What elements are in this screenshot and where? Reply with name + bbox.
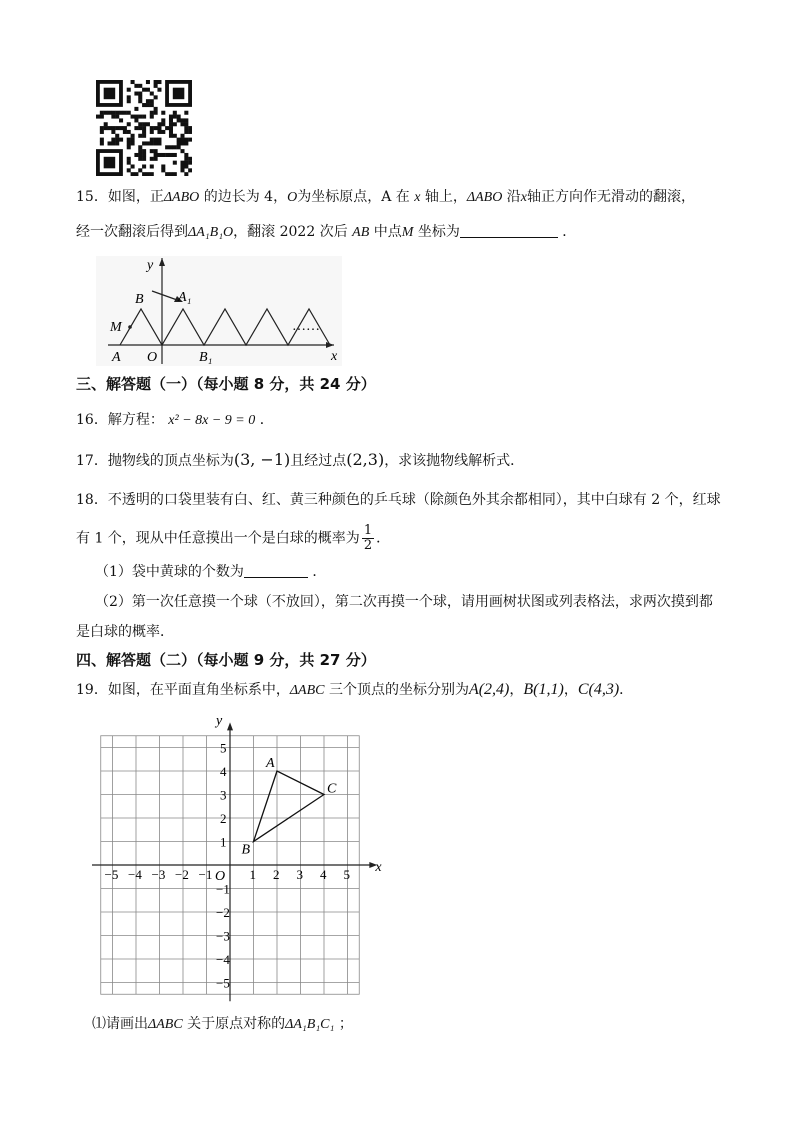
qr-module <box>180 161 184 165</box>
q17-text: 且经过点 <box>290 453 347 469</box>
q15-text: 为坐标原点，A 在 <box>297 189 410 205</box>
qr-module <box>150 130 154 134</box>
qr-module <box>134 153 138 157</box>
qr-module <box>138 115 142 119</box>
point-m <box>128 325 132 329</box>
qr-module <box>104 111 108 115</box>
qr-module <box>150 111 154 115</box>
qr-module <box>134 172 138 176</box>
qr-module <box>142 141 146 145</box>
qr-finder-core <box>173 88 185 100</box>
x-tick-label: 2 <box>273 867 280 882</box>
q19-point-a: A(2,4) <box>468 681 510 698</box>
qr-module <box>161 153 165 157</box>
qr-module <box>177 118 181 122</box>
q15-origin-label: O <box>287 190 298 205</box>
x-tick-label: −4 <box>128 867 142 882</box>
qr-module <box>157 130 161 134</box>
qr-module <box>154 107 158 111</box>
qr-module <box>173 153 177 157</box>
qr-module <box>146 88 150 92</box>
qr-module <box>184 130 188 134</box>
qr-module <box>169 115 173 119</box>
qr-module <box>127 138 131 142</box>
qr-module <box>161 118 165 122</box>
q18-sub2-line2: 是白球的概率． <box>76 624 174 640</box>
q18-text: ． <box>312 564 327 580</box>
x-tick-label: 4 <box>320 867 327 882</box>
q18-text: 有 1 个，现从中任意摸出一个是白球的概率为 <box>76 530 360 547</box>
fig15-a-label: A <box>112 350 121 365</box>
qr-module <box>123 126 127 130</box>
qr-module <box>111 138 115 142</box>
qr-module <box>184 157 188 161</box>
qr-module <box>154 157 158 161</box>
fig15-b-label: B <box>135 292 144 307</box>
qr-module <box>161 122 165 126</box>
qr-module <box>169 130 173 134</box>
q19-sub1-triangle: ΔABC <box>148 1017 183 1032</box>
fig15-b1-label: B₁ <box>199 350 213 365</box>
q15-triangle-abo-2: ΔABO <box>466 190 503 205</box>
qr-module <box>138 84 142 88</box>
q15-x-label: x <box>414 190 421 205</box>
origin-label: O <box>215 869 226 884</box>
qr-module <box>180 134 184 138</box>
qr-module <box>96 115 100 119</box>
qr-module <box>119 126 123 130</box>
q19-sub1-text: 关于原点对称的 <box>187 1016 286 1032</box>
q19-triangle: ΔABC <box>289 683 325 698</box>
qr-module <box>142 172 146 176</box>
qr-module <box>138 149 142 153</box>
q19-sub1-text: ⑴请画出 <box>92 1016 148 1032</box>
qr-module <box>104 122 108 126</box>
qr-module <box>150 115 154 119</box>
q15-text: ，翻滚 2022 次后 <box>233 224 348 240</box>
qr-module <box>184 111 188 115</box>
qr-module <box>146 99 150 103</box>
x-tick-label: 1 <box>249 867 256 882</box>
y-tick-label: −5 <box>216 975 230 991</box>
qr-module <box>146 103 150 107</box>
qr-module <box>127 122 131 126</box>
qr-module <box>138 126 142 130</box>
qr-module <box>154 111 158 115</box>
qr-module <box>173 161 177 165</box>
qr-module <box>150 149 154 153</box>
qr-module <box>142 134 146 138</box>
qr-module <box>115 111 119 115</box>
qr-module <box>150 126 154 130</box>
qr-module <box>146 122 150 126</box>
q15-ab-label: AB <box>352 225 370 240</box>
qr-module <box>188 138 192 142</box>
qr-module <box>184 141 188 145</box>
qr-module <box>108 141 112 145</box>
fig15-m-label: M <box>110 320 122 335</box>
q15-text: ． <box>562 224 577 240</box>
qr-module <box>127 145 131 149</box>
qr-module <box>138 157 142 161</box>
fig15-x-label: x <box>331 349 338 364</box>
qr-module <box>169 122 173 126</box>
qr-module <box>134 126 138 130</box>
q17 <box>76 450 524 471</box>
qr-module <box>138 134 142 138</box>
qr-module <box>142 164 146 168</box>
qr-module <box>169 172 173 176</box>
section4-heading: 四、解答题（二）（每小题 9 分，共 27 分） <box>76 651 376 669</box>
qr-module <box>150 99 154 103</box>
qr-module <box>154 138 158 142</box>
qr-module <box>169 126 173 130</box>
qr-module <box>142 103 146 107</box>
qr-module <box>184 164 188 168</box>
y-tick-label: −1 <box>216 881 230 897</box>
qr-module <box>173 115 177 119</box>
qr-module <box>142 88 146 92</box>
q18-sub2-line1: （2）第一次任意摸一个球（不放回），第二次再摸一个球，请用画树状图或列表格法，求两次摸到都 <box>95 594 713 610</box>
qr-module <box>111 130 115 134</box>
q19-sub1-text: ； <box>338 1016 353 1032</box>
qr-module <box>123 130 127 134</box>
q15-text: 的边长为 4， <box>203 189 288 205</box>
qr-finder-core <box>104 88 116 100</box>
qr-module <box>119 138 123 142</box>
qr-module <box>150 164 154 168</box>
qr-module <box>157 88 161 92</box>
qr-module <box>131 172 135 176</box>
qr-module <box>123 111 127 115</box>
q17-text: 17．抛物线的顶点坐标为 <box>76 453 234 469</box>
y-tick-label: −4 <box>216 952 230 967</box>
qr-module <box>111 111 115 115</box>
q19-text: ． <box>619 682 634 698</box>
q15-text: 中点 <box>373 224 402 240</box>
qr-module <box>127 161 131 165</box>
q19-sep: ， <box>563 682 578 698</box>
x-tick-label: 3 <box>296 867 303 882</box>
q17-point: (2,3) <box>346 450 385 469</box>
qr-module <box>138 145 142 149</box>
qr-module <box>131 134 135 138</box>
qr-module <box>165 126 169 130</box>
qr-module <box>138 122 142 126</box>
qr-code <box>96 80 192 176</box>
qr-module <box>142 157 146 161</box>
qr-module <box>127 111 131 115</box>
fig15-a1-label: A₁ <box>178 290 192 305</box>
q18-answer-blank[interactable] <box>244 563 308 578</box>
x-axis-label: x <box>375 860 382 875</box>
qr-module <box>154 149 158 153</box>
qr-module <box>146 80 150 84</box>
q15-line2 <box>76 222 576 243</box>
qr-module <box>177 145 181 149</box>
qr-module <box>161 130 165 134</box>
qr-module <box>188 130 192 134</box>
qr-module <box>104 126 108 130</box>
qr-module <box>131 115 135 119</box>
qr-module <box>180 149 184 153</box>
qr-module <box>188 168 192 172</box>
q15-number: 15． <box>76 189 108 205</box>
qr-module <box>173 145 177 149</box>
qr-module <box>115 141 119 145</box>
q19-text: 三个顶点的坐标分别为 <box>328 682 469 698</box>
qr-module <box>184 161 188 165</box>
x-tick-label: −5 <box>104 867 119 882</box>
qr-module <box>154 153 158 157</box>
q15-triangle-a1b1o: ΔA₁B₁O <box>188 225 234 240</box>
vertex-c-label: C <box>327 781 337 797</box>
vertex-a-label: A <box>266 756 275 771</box>
qr-module <box>134 115 138 119</box>
qr-module <box>131 141 135 145</box>
qr-module <box>138 99 142 103</box>
q19 <box>76 680 633 701</box>
qr-module <box>142 115 146 119</box>
qr-module <box>169 134 173 138</box>
qr-module <box>180 122 184 126</box>
q18-fraction <box>362 524 374 553</box>
qr-module <box>184 138 188 142</box>
qr-module <box>138 92 142 96</box>
qr-module <box>180 168 184 172</box>
q19-point-c: C(4,3) <box>577 681 620 698</box>
qr-module <box>177 115 181 119</box>
q15-x-label-2: x <box>520 190 527 205</box>
qr-module <box>180 141 184 145</box>
qr-module <box>150 141 154 145</box>
qr-module <box>115 138 119 142</box>
qr-module <box>138 153 142 157</box>
qr-module <box>131 80 135 84</box>
q15-figure <box>94 252 344 368</box>
q18-sub1-text: （1）袋中黄球的个数为 <box>95 564 244 580</box>
y-axis-label: y <box>216 714 223 729</box>
qr-module <box>173 134 177 138</box>
qr-module <box>169 145 173 149</box>
qr-module <box>100 111 104 115</box>
qr-module <box>184 172 188 176</box>
qr-module <box>119 118 123 122</box>
qr-module <box>165 153 169 157</box>
qr-module <box>157 141 161 145</box>
fraction-numerator: 1 <box>363 523 373 538</box>
section3-heading: 三、解答题（一）（每小题 8 分，共 24 分） <box>76 375 376 393</box>
q15-triangle-abo: ΔABO <box>163 190 200 205</box>
q15-line1 <box>76 187 695 208</box>
qr-module <box>100 141 104 145</box>
qr-module <box>111 141 115 145</box>
q18-sub1 <box>95 562 326 582</box>
qr-module <box>146 141 150 145</box>
q18-line1: 18．不透明的口袋里装有白、红、黄三种颜色的乒乓球（除颜色外其余都相同），其中白球有 2 个，红球 <box>76 492 721 508</box>
q15-text: 经一次翻滚后得到 <box>76 224 188 240</box>
qr-module <box>134 118 138 122</box>
q19-text: 19．如图，在平面直角坐标系中， <box>76 682 290 698</box>
qr-module <box>150 172 154 176</box>
qr-module <box>100 138 104 142</box>
q19-sub1 <box>92 1014 353 1035</box>
qr-module <box>154 141 158 145</box>
qr-module <box>142 153 146 157</box>
qr-module <box>177 141 181 145</box>
qr-module <box>127 95 131 99</box>
q15-text: 如图，正 <box>107 189 164 205</box>
qr-module <box>161 164 165 168</box>
qr-module <box>100 126 104 130</box>
qr-module <box>108 111 112 115</box>
q18-text: ． <box>376 530 391 547</box>
qr-module <box>146 172 150 176</box>
qr-module <box>142 126 146 130</box>
qr-module <box>173 122 177 126</box>
qr-module <box>161 168 165 172</box>
qr-module <box>184 153 188 157</box>
qr-module <box>127 99 131 103</box>
qr-module <box>127 130 131 134</box>
q15-text: 轴正方向作无滑动的翻滚， <box>527 189 695 205</box>
qr-finder-core <box>104 157 116 169</box>
qr-module <box>150 157 154 161</box>
fig15-ellipsis: …… <box>292 319 320 334</box>
qr-module <box>150 138 154 142</box>
qr-module <box>157 153 161 157</box>
qr-module <box>131 164 135 168</box>
fig15-y-label: y <box>147 258 154 273</box>
qr-module <box>165 172 169 176</box>
qr-module <box>119 111 123 115</box>
y-axis-arrow <box>227 722 233 730</box>
y-tick-label: 1 <box>220 834 227 850</box>
qr-module <box>184 118 188 122</box>
qr-module <box>150 92 154 96</box>
qr-module <box>154 84 158 88</box>
q18-line2 <box>76 524 390 553</box>
qr-module <box>131 138 135 142</box>
qr-module <box>157 138 161 142</box>
qr-module <box>180 164 184 168</box>
qr-module <box>134 84 138 88</box>
y-tick-label: 3 <box>220 787 227 803</box>
q15-answer-blank[interactable] <box>460 223 558 238</box>
qr-module <box>188 161 192 165</box>
fraction-denominator: 2 <box>363 538 373 553</box>
qr-module <box>127 88 131 92</box>
qr-module <box>188 126 192 130</box>
q17-vertex: (3, −1) <box>233 450 291 469</box>
qr-module <box>154 95 158 99</box>
qr-module <box>173 111 177 115</box>
y-tick-label: −2 <box>216 905 230 920</box>
qr-module <box>115 115 119 119</box>
qr-module <box>157 126 161 130</box>
qr-module <box>154 126 158 130</box>
qr-module <box>150 103 154 107</box>
qr-module <box>127 168 131 172</box>
q16 <box>76 410 274 431</box>
qr-module <box>115 134 119 138</box>
qr-module <box>142 149 146 153</box>
fig15-o-label: O <box>147 350 158 365</box>
qr-module <box>184 126 188 130</box>
triangle-abc <box>254 771 325 842</box>
qr-module <box>165 145 169 149</box>
qr-module <box>142 130 146 134</box>
q16-text: ． <box>259 412 274 428</box>
q15-m-label: M <box>401 225 414 240</box>
q15-text: 坐标为 <box>417 224 460 240</box>
q17-text: ，求该抛物线解析式． <box>384 453 525 469</box>
qr-module <box>127 157 131 161</box>
qr-module <box>154 80 158 84</box>
qr-module <box>142 122 146 126</box>
qr-module <box>188 157 192 161</box>
qr-module <box>169 153 173 157</box>
q15-text: 轴上， <box>424 189 467 205</box>
y-tick-label: 2 <box>220 811 227 826</box>
q16-text: 16．解方程： <box>76 412 164 428</box>
qr-module <box>111 115 115 119</box>
qr-module <box>184 122 188 126</box>
qr-module <box>157 122 161 126</box>
qr-module <box>161 111 165 115</box>
y-tick-label: 5 <box>220 740 227 756</box>
y-tick-label: 4 <box>220 764 227 779</box>
x-tick-label: −2 <box>175 867 189 882</box>
qr-module <box>127 141 131 145</box>
q19-coordinate-grid <box>92 714 382 1019</box>
qr-module <box>169 118 173 122</box>
qr-module <box>134 92 138 96</box>
q19-sep: ， <box>509 682 524 698</box>
qr-module <box>108 126 112 130</box>
qr-module <box>173 172 177 176</box>
figure-background <box>96 256 342 366</box>
x-tick-label: −3 <box>151 867 166 882</box>
qr-module <box>138 168 142 172</box>
x-tick-label: 5 <box>343 867 350 882</box>
qr-module <box>100 115 104 119</box>
qr-module <box>180 138 184 142</box>
qr-module <box>115 126 119 130</box>
q19-point-b: B(1,1) <box>523 681 564 698</box>
y-tick-label: −3 <box>216 928 230 944</box>
q19-sub1-triangle-image: ΔA₁B₁C₁ <box>285 1017 335 1032</box>
qr-module <box>134 107 138 111</box>
qr-module <box>180 118 184 122</box>
q16-equation: x² − 8x − 9 = 0 <box>168 413 256 428</box>
qr-module <box>138 95 142 99</box>
qr-module <box>157 80 161 84</box>
vertex-b-label: B <box>241 842 251 858</box>
qr-module <box>177 138 181 142</box>
qr-module <box>111 126 115 130</box>
qr-module <box>100 130 104 134</box>
x-tick-label: −1 <box>198 867 213 882</box>
q15-text: 沿 <box>506 189 521 205</box>
